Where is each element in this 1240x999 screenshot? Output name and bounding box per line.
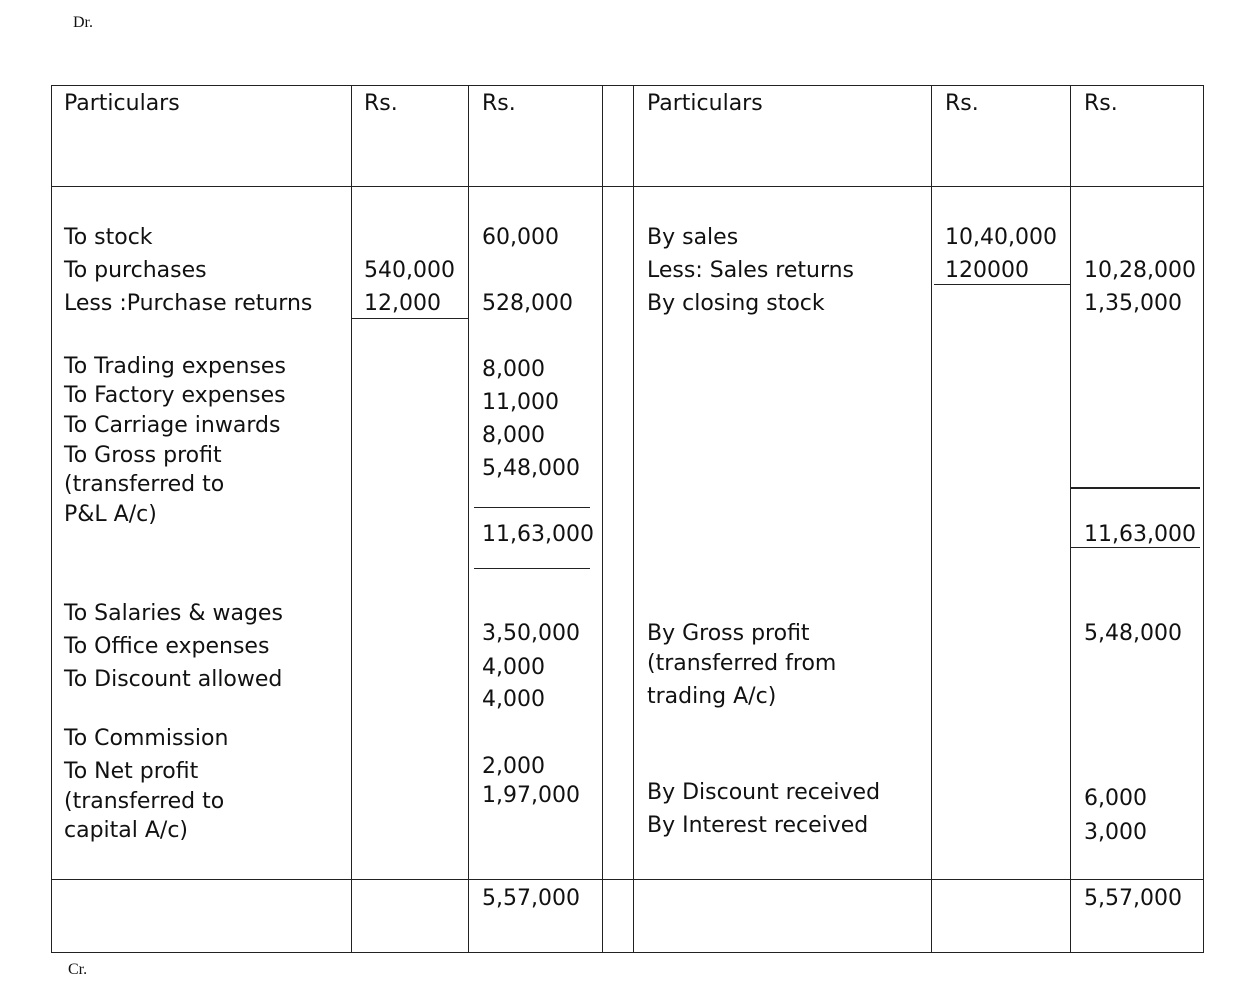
entry-amount-office-expenses: 4,000 <box>482 655 545 680</box>
entry-label-sales-returns: Less: Sales returns <box>647 258 855 283</box>
entry-amount-trading-expenses: 8,000 <box>482 357 545 382</box>
entry-subamount-purchases: 540,000 <box>364 258 455 283</box>
entry-label-net-profit-note: capital A/c) <box>64 818 189 843</box>
entry-label-gross-profit-note: P&L A/c) <box>64 502 157 527</box>
entry-subamount-purchase-returns: 12,000 <box>364 291 441 316</box>
table-bottom-border <box>51 952 1204 953</box>
entry-amount-net-purchases: 528,000 <box>482 291 573 316</box>
cr-marker: Cr. <box>68 961 88 978</box>
pl-credit-total: 5,57,000 <box>1084 886 1182 911</box>
total-rule <box>1070 487 1200 489</box>
trading-credit-total: 11,63,000 <box>1084 522 1196 547</box>
entry-label-purchases: To purchases <box>64 258 207 283</box>
entry-label-gross-profit-note: (transferred to <box>64 472 225 497</box>
entry-amount-net-sales: 10,28,000 <box>1084 258 1196 283</box>
total-row-top-border <box>51 879 1204 880</box>
col-border <box>1203 85 1204 953</box>
header-bottom-border <box>51 186 1204 187</box>
col-border <box>1070 85 1071 953</box>
pl-debit-total: 5,57,000 <box>482 886 580 911</box>
entry-amount-closing-stock: 1,35,000 <box>1084 291 1182 316</box>
trading-debit-total: 11,63,000 <box>482 522 594 547</box>
entry-amount-commission: 2,000 <box>482 754 545 779</box>
col-border <box>351 85 352 953</box>
entry-label-closing-stock: By closing stock <box>647 291 825 316</box>
subtotal-rule <box>934 284 1070 285</box>
entry-label-net-profit: To Net profit <box>64 759 199 784</box>
col-border <box>51 85 52 953</box>
entry-label-stock: To stock <box>64 225 153 250</box>
entry-amount-carriage-inwards: 8,000 <box>482 423 545 448</box>
entry-amount-discount-allowed: 4,000 <box>482 687 545 712</box>
entry-amount-gross-profit-credit: 5,48,000 <box>1084 621 1182 646</box>
dr-marker: Dr. <box>73 14 93 31</box>
entry-subamount-sales-returns: 120000 <box>945 258 1029 283</box>
header-particulars-right: Particulars <box>647 91 763 116</box>
entry-label-sales: By sales <box>647 225 739 250</box>
entry-amount-factory-expenses: 11,000 <box>482 390 559 415</box>
col-border <box>633 85 634 953</box>
total-rule <box>1070 547 1200 548</box>
header-rs-left-2: Rs. <box>482 91 516 116</box>
entry-label-net-profit-note: (transferred to <box>64 789 225 814</box>
subtotal-rule <box>351 318 468 319</box>
entry-amount-salaries: 3,50,000 <box>482 621 580 646</box>
entry-amount-gross-profit: 5,48,000 <box>482 456 580 481</box>
entry-subamount-sales: 10,40,000 <box>945 225 1057 250</box>
header-rs-right-1: Rs. <box>945 91 979 116</box>
total-rule <box>474 507 590 508</box>
entry-label-factory-expenses: To Factory expenses <box>64 383 286 408</box>
col-border <box>468 85 469 953</box>
entry-label-discount-allowed: To Discount allowed <box>64 667 283 692</box>
entry-label-interest-received: By Interest received <box>647 813 869 838</box>
col-border <box>602 85 603 953</box>
entry-label-discount-received: By Discount received <box>647 780 881 805</box>
entry-amount-discount-received: 6,000 <box>1084 786 1147 811</box>
entry-label-office-expenses: To Office expenses <box>64 634 270 659</box>
entry-label-gross-profit: To Gross profit <box>64 443 222 468</box>
entry-label-commission: To Commission <box>64 726 229 751</box>
table-top-border <box>51 85 1204 86</box>
entry-amount-net-profit: 1,97,000 <box>482 783 580 808</box>
entry-amount-stock: 60,000 <box>482 225 559 250</box>
header-particulars-left: Particulars <box>64 91 180 116</box>
entry-label-gross-profit-credit-note: (transferred from <box>647 651 837 676</box>
entry-label-purchase-returns: Less :Purchase returns <box>64 291 313 316</box>
entry-label-gross-profit-credit-note: trading A/c) <box>647 684 777 709</box>
entry-label-gross-profit-credit: By Gross profit <box>647 621 810 646</box>
entry-label-carriage-inwards: To Carriage inwards <box>64 413 281 438</box>
total-rule <box>474 568 590 569</box>
entry-label-salaries: To Salaries & wages <box>64 601 283 626</box>
header-rs-left-1: Rs. <box>364 91 398 116</box>
header-rs-right-2: Rs. <box>1084 91 1118 116</box>
entry-label-trading-expenses: To Trading expenses <box>64 354 286 379</box>
col-border <box>931 85 932 953</box>
entry-amount-interest-received: 3,000 <box>1084 820 1147 845</box>
